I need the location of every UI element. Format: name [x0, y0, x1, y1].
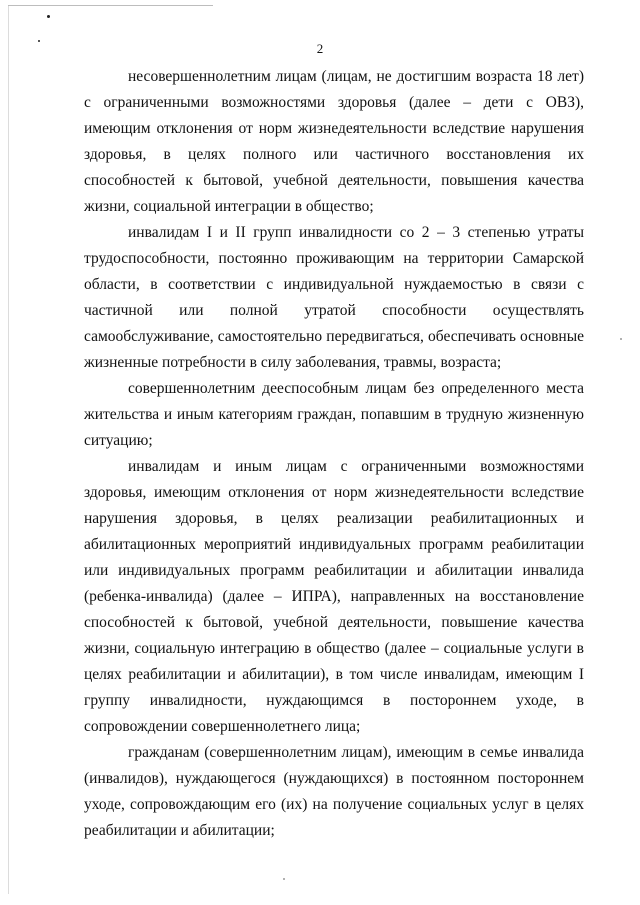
paragraph	[84, 740, 584, 844]
paragraph	[84, 64, 584, 220]
paragraph-text: инвалидам I и II групп инвалидности со 2 – 3 степенью утраты трудоспособности, постоянно проживающим на территории Самарской области, в соответствии с индивидуальной нуждаемостью в связи с частичной или полной утратой способности осуществлять самообслуживание, самостоятельно передвигаться, обеспечивать основные жизненные потребности в силу заболевания, травмы, возраста;	[84, 224, 584, 371]
paragraph-text: инвалидам и иным лицам с ограниченными возможностями здоровья, имеющим отклонения от норм жизнедеятельности вследствие нарушения здоровья, в целях реализации реабилитационных и абилитационных мероприятий индивидуальных программ реабилитации или индивидуальных программ реабилитации и абилитации инвалида (ребенка-инвалида) (далее – ИПРА), направленных на восстановление способностей к бытовой, учебной деятельности, повышение качества жизни, социальную интеграцию в общество (далее – социальные услуги в целях реабилитации и абилитации), в том числе инвалидам, имеющим I группу инвалидности, нуждающимся в постороннем уходе, в сопровождении совершеннолетнего лица;	[84, 458, 584, 735]
scan-speck	[620, 338, 622, 340]
paragraph	[84, 220, 584, 376]
scan-edge-top	[8, 5, 213, 6]
paragraph-text: гражданам (совершеннолетним лицам), имеющим в семье инвалида (инвалидов), нуждающегося (нуждающихся) в постоянном постороннем уходе, сопровождающим его (их) на получение социальных услуг в целях реабилитации и абилитации;	[84, 744, 584, 839]
paragraph-text: совершеннолетним дееспособным лицам без определенного места жительства и иным категориям граждан, попавшим в трудную жизненную ситуацию;	[84, 380, 584, 449]
scan-speck	[47, 15, 50, 18]
scan-edge-left	[8, 6, 9, 894]
paragraph	[84, 376, 584, 454]
document-body	[84, 64, 584, 844]
paragraph	[84, 454, 584, 740]
page-number: 2	[316, 41, 324, 56]
paragraph-text: несовершеннолетним лицам (лицам, не достигшим возраста 18 лет) с ограниченными возможностями здоровья (далее – дети с ОВЗ), имеющим отклонения от норм жизнедеятельности вследствие нарушения здоровья, в целях полного или частичного восстановления их способностей к бытовой, учебной деятельности, повышения качества жизни, социальной интеграции в общество;	[84, 68, 584, 215]
scan-speck	[283, 878, 285, 880]
